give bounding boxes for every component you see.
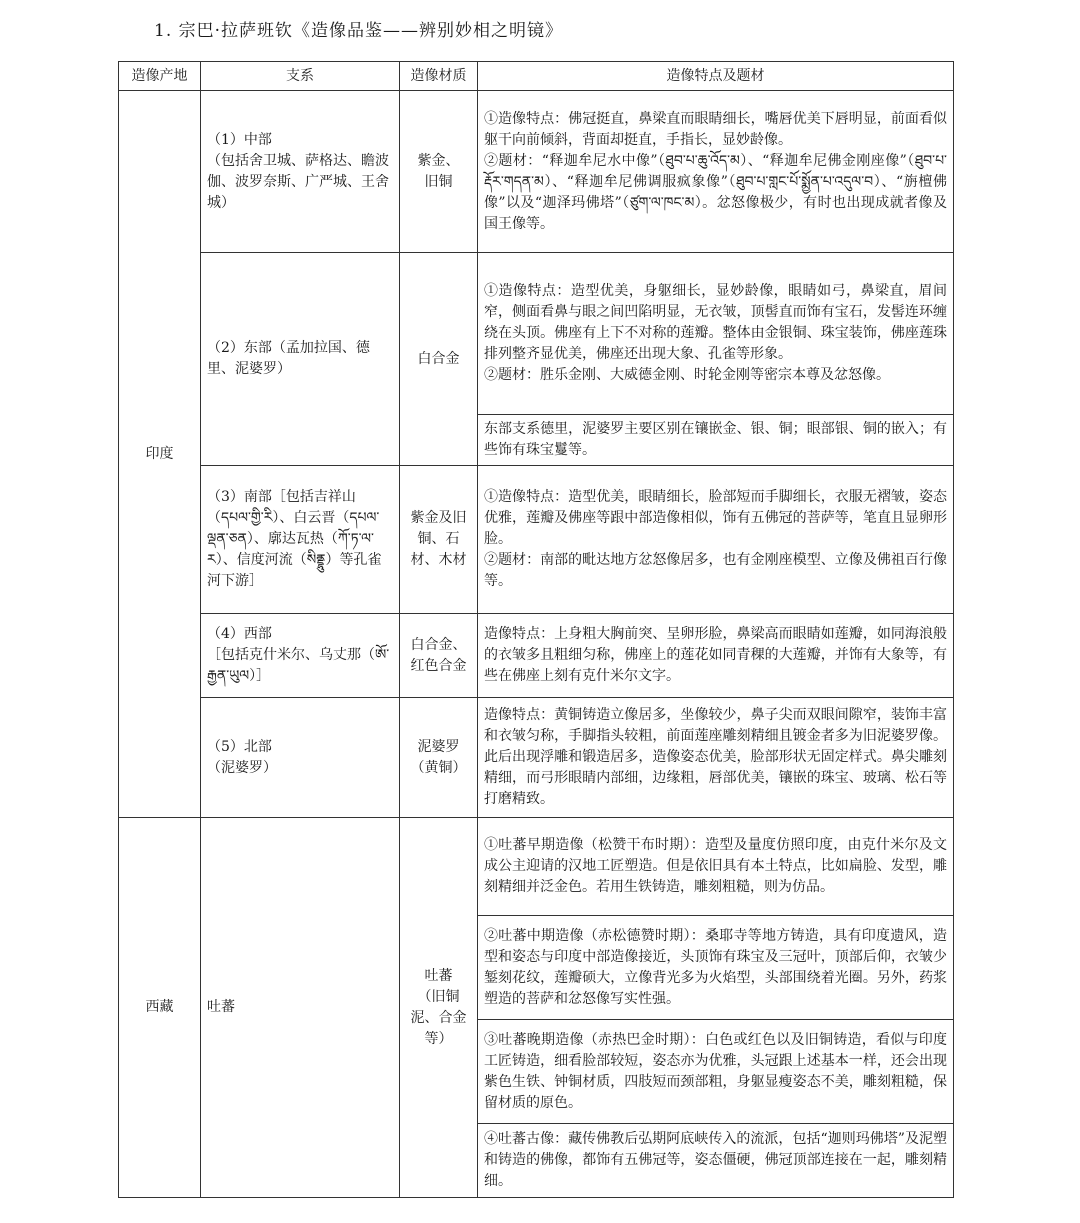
feature-cell: ①造像特点：造型优美，身躯细长，显妙龄像，眼睛如弓，鼻梁直，眉间窄，侧面看鼻与眼之间凹陷明显，无衣皱，顶髻直而饰有宝石，发髻连环缠绕在头顶。佛座有上下不对称的莲瓣。整体由金银铜、珠宝装饰，佛座莲珠排列整齐显优美，佛座还出现大象、孔雀等形象。 ②题材：胜乐金刚、大威德金刚、时轮金刚等密宗本尊及忿怒像。	[478, 253, 954, 415]
table-row	[119, 614, 954, 698]
feature-cell: ①造像特点：佛冠挺直，鼻梁直而眼睛细长，嘴唇优美下唇明显，前面看似躯干向前倾斜，背面却挺直，手指长，显妙龄像。 ②题材：“释迦牟尼水中像”（ཐུབ་པ་ཆུ་འོད་མ）、“释迦牟尼佛金刚座像”（ཐུབ་པ་རྡོར་གདན་མ）、“释迦牟尼佛调服疯象像”（ཐུབ་པ་གླང་པོ་སྨྱོན་པ་འདུལ་བ）、“旃檀佛像”以及“迦泽玛佛塔”（ཙུག་ལ་ཁང་མ）。忿怒像极少，有时也出现成就者像及国王像等。	[478, 91, 954, 253]
feature-cell: ①造像特点：造型优美，眼睛细长，脸部短而手脚细长，衣服无褶皱，姿态优雅，莲瓣及佛座等跟中部造像相似，饰有五佛冠的菩萨等，笔直且显卵形脸。 ②题材：南部的毗达地方忿怒像居多，也有金刚座模型、立像及佛祖百行像等。	[478, 466, 954, 614]
table-row	[119, 466, 954, 614]
feature-cell: ①吐蕃早期造像（松赞干布时期）：造型及量度仿照印度，由克什米尔及文成公主迎请的汉地工匠塑造。但是依旧具有本土特点，比如扁脸、发型，雕刻精细并泛金色。若用生铁铸造，雕刻粗糙，则为仿品。	[478, 818, 954, 916]
branch-cell: （5）北部 （泥婆罗）	[201, 698, 400, 818]
material-cell: 白合金	[400, 253, 478, 466]
material-cell: 白合金、红色合金	[400, 614, 478, 698]
branch-cell: （4）西部 ［包括克什米尔、乌丈那（ཨོ་རྒྱན་ཡུལ）］	[201, 614, 400, 698]
region-cell: 印度	[119, 91, 201, 818]
table-row	[119, 698, 954, 818]
feature-cell: ②吐蕃中期造像（赤松德赞时期）：桑耶寺等地方铸造，具有印度遗风，造型和姿态与印度中部造像接近，头顶饰有珠宝及三冠叶，顶部后仰，衣皱少錾刻花纹，莲瓣硕大，立像背光多为火焰型，头部围绕着光圈。另外，药浆塑造的菩萨和忿怒像写实性强。	[478, 916, 954, 1020]
material-cell: 泥婆罗 （黄铜）	[400, 698, 478, 818]
feature-cell: ④吐蕃古像：藏传佛教后弘期阿底峡传入的流派，包括“迦则玛佛塔”及泥塑和铸造的佛像，都饰有五佛冠等，姿态僵硬，佛冠顶部连接在一起，雕刻精细。	[478, 1124, 954, 1198]
feature-cell: 造像特点：上身粗大胸前突、呈卵形脸，鼻梁高而眼睛如莲瓣，如同海浪般的衣皱多且粗细匀称，佛座上的莲花如同青稞的大莲瓣，并饰有大象等，有些在佛座上刻有克什米尔文字。	[478, 614, 954, 698]
branch-cell: 吐蕃	[201, 818, 400, 1198]
statue-table	[118, 61, 954, 1198]
header-features: 造像特点及题材	[478, 62, 954, 91]
table-row	[119, 253, 954, 415]
document-title: 1. 宗巴·拉萨班钦《造像品鉴——辨别妙相之明镜》	[154, 21, 564, 41]
branch-cell: （1）中部 （包括舍卫城、萨格达、瞻波伽、波罗奈斯、广严城、王舍城）	[201, 91, 400, 253]
header-material: 造像材质	[400, 62, 478, 91]
region-cell: 西藏	[119, 818, 201, 1198]
material-cell: 吐蕃 （旧铜泥、合金等）	[400, 818, 478, 1198]
header-origin: 造像产地	[119, 62, 201, 91]
feature-cell: 造像特点：黄铜铸造立像居多，坐像较少，鼻子尖而双眼间隙窄，装饰丰富和衣皱匀称，手脚指头较粗，前面莲座雕刻精细且镀金者多为旧泥婆罗像。此后出现浮雕和锻造居多，造像姿态优美，脸部形状无固定样式。鼻尖雕刻精细，而弓形眼睛内部细，边缘粗，唇部优美，镶嵌的珠宝、玻璃、松石等打磨精致。	[478, 698, 954, 818]
feature-cell: ③吐蕃晚期造像（赤热巴金时期）：白色或红色以及旧铜铸造，看似与印度工匠铸造，细看脸部较短，姿态亦为优雅，头冠跟上述基本一样，还会出现紫色生铁、钟铜材质，四肢短而颈部粗，身躯显瘦姿态不美，雕刻粗糙，保留材质的原色。	[478, 1020, 954, 1124]
table-row	[119, 818, 954, 916]
table-body	[119, 91, 954, 818]
branch-cell: （2）东部（孟加拉国、德里、泥婆罗）	[201, 253, 400, 466]
table-header-row	[119, 62, 954, 91]
material-cell: 紫金、 旧铜	[400, 91, 478, 253]
feature-cell: 东部支系德里，泥婆罗主要区别在镶嵌金、银、铜；眼部银、铜的嵌入；有些饰有珠宝鬘等。	[478, 415, 954, 466]
branch-cell: （3）南部［包括吉祥山（དཔལ་གྱི་རི）、白云晋（དཔལ་ལྡན་ཅན）、廓达瓦热（ཀོ་ཏ་ལ་ར）、信度河流（སིནྡྷུ）等孔雀河下游］	[201, 466, 400, 614]
material-cell: 紫金及旧铜、石材、木材	[400, 466, 478, 614]
table-row	[119, 91, 954, 253]
header-branch: 支系	[201, 62, 400, 91]
table-body-tibet	[119, 818, 954, 1198]
